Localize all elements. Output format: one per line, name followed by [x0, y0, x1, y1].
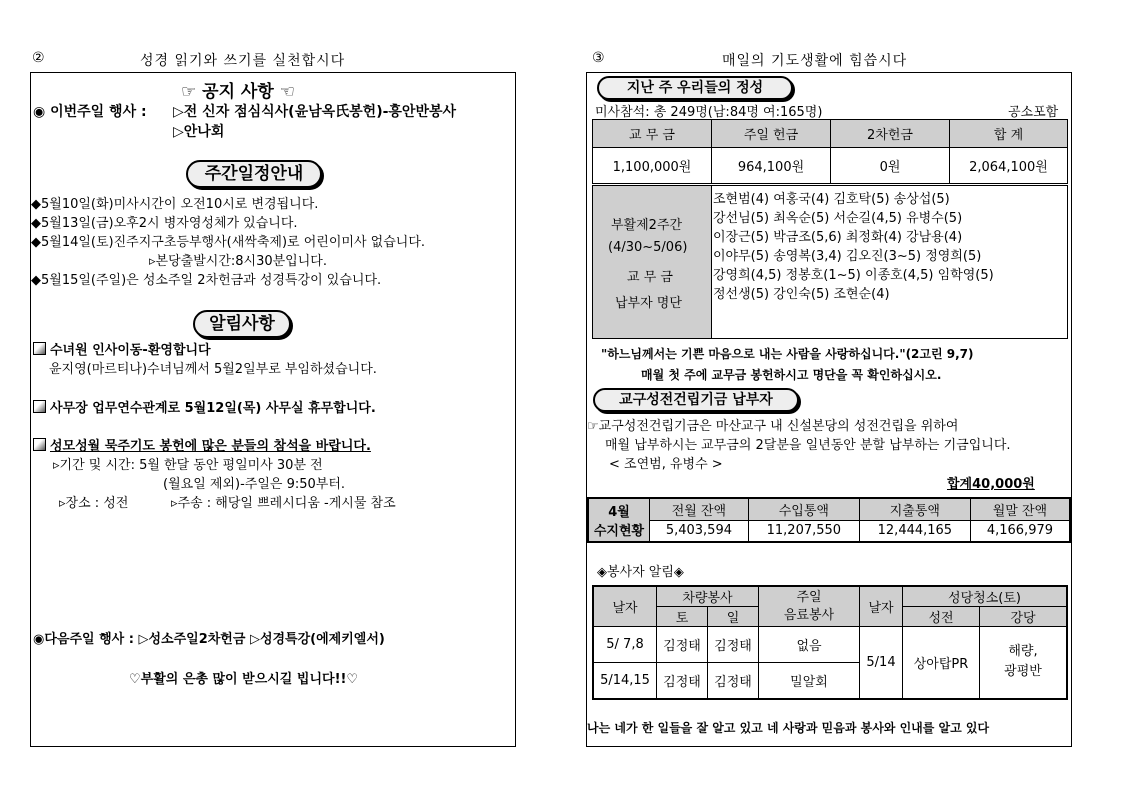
- donor-label-line: 부활제2주간: [611, 218, 683, 233]
- clean-sanctuary: 상아탑PR: [903, 627, 980, 699]
- finance-value: 5,403,594: [650, 520, 749, 542]
- offering-header: 교 무 금: [593, 120, 712, 148]
- vol-date: 5/14,15: [593, 663, 657, 699]
- finance-header: 지출통액: [859, 498, 970, 520]
- donor-label-line: 납부자 명단: [615, 296, 682, 311]
- volunteer-table: [592, 585, 1068, 700]
- clean-date: 5/14: [860, 627, 903, 699]
- offering-header: 2차헌금: [831, 120, 950, 148]
- offering-header: 합 계: [950, 120, 1068, 148]
- donor-line: 강영희(4,5) 정봉호(1~5) 이종호(4,5) 임학영(5): [713, 268, 994, 283]
- schedule-item: ◆5월13일(금)오후2시 병자영성체가 있습니다.: [31, 216, 298, 231]
- offering-value: 0원: [831, 148, 950, 184]
- quote-line: "하느님께서는 기쁜 마음으로 내는 사람을 사랑하십니다."(2고린 9,7): [601, 347, 974, 361]
- finance-table: [587, 497, 1071, 543]
- square-bullet-icon: [33, 342, 46, 355]
- schedule-item: ◆5월15일(주일)은 성소주일 2차헌금과 성경특강이 있습니다.: [31, 273, 382, 288]
- building-fund-names: < 조연범, 유병수 >: [609, 457, 723, 472]
- next-week-events: ◉다음주일 행사 : ▷성소주일2차헌금 ▷성경특강(에제키엘서): [33, 632, 385, 647]
- building-fund-title: 교구성전건립기금 납부자: [593, 388, 799, 412]
- this-week-line2: ▷안나회: [173, 124, 225, 140]
- news3-place: ▹장소 : 성전: [59, 496, 129, 511]
- square-bullet-icon: [33, 400, 46, 413]
- news3-prayer: ▹주송 : 해당일 쁘레시디움 -게시물 참조: [171, 496, 396, 511]
- news-title: 알림사항: [193, 310, 291, 338]
- vol-header-cleaning: 성당청소(토): [903, 586, 1068, 607]
- vol-sat: 김정태: [657, 663, 708, 699]
- page-header-right: 매일의 기도생활에 힘씁시다: [722, 53, 908, 69]
- finance-label-month: 4월: [608, 505, 630, 520]
- schedule-item: ◆5월14일(토)진주지구초등부행사(새싹축제)로 어린이미사 없습니다.: [31, 235, 426, 250]
- clean-hall: 해량, 광평반: [980, 627, 1068, 699]
- this-week-label: ◉ 이번주일 행사 :: [33, 104, 147, 120]
- page-number-left: ②: [32, 50, 45, 66]
- page-header-left: 성경 읽기와 쓰기를 실천합시다: [140, 53, 346, 69]
- finance-header: 전월 잔액: [650, 498, 749, 520]
- finance-label-title: 수지현황: [593, 524, 645, 539]
- vol-header-sun: 일: [708, 607, 759, 627]
- finance-value: 12,444,165: [859, 520, 970, 542]
- donor-label-line: 교 무 금: [627, 270, 673, 285]
- donor-label-line: (4/30~5/06): [608, 240, 688, 255]
- donor-line: 이장근(5) 박금조(5,6) 최정화(4) 강남용(4): [713, 230, 963, 245]
- notice-title: ☞ 공지 사항 ☜: [181, 82, 295, 102]
- vol-drinks: 없음: [759, 627, 860, 663]
- vol-sun: 김정태: [708, 663, 759, 699]
- offering-value: 964,100원: [712, 148, 831, 184]
- right-panel: [586, 72, 1072, 747]
- this-week-line1: ▷전 신자 점심식사(윤남옥氏봉헌)-흥안반봉사: [173, 104, 457, 120]
- vol-sat: 김정태: [657, 627, 708, 663]
- offering-value: 2,064,100원: [950, 148, 1068, 184]
- finance-value: 4,166,979: [970, 520, 1070, 542]
- offering-value: 1,100,000원: [593, 148, 712, 184]
- finance-header: 월말 잔액: [970, 498, 1070, 520]
- offering-table: [592, 119, 1068, 184]
- building-fund-total: 합계40,000원: [947, 477, 1035, 492]
- vol-drinks: 밀알회: [759, 663, 860, 699]
- building-fund-desc1: ☞교구성전건립기금은 마산교구 내 신설본당의 성전건립을 위하여: [587, 419, 959, 434]
- news3-line2: (월요일 제외)-주일은 9:50부터.: [163, 477, 346, 492]
- vol-header-date2: 날자: [860, 586, 903, 627]
- finance-value: 11,207,550: [748, 520, 859, 542]
- vol-header-hall: 강당: [980, 607, 1068, 627]
- finance-header: 수입통액: [748, 498, 859, 520]
- schedule-item: ◆5월10일(화)미사시간이 오전10시로 변경됩니다.: [31, 197, 319, 212]
- vol-header-sanctuary: 성전: [903, 607, 980, 627]
- page-number-right: ③: [592, 50, 605, 66]
- building-fund-desc2: 매월 납부하시는 교무금의 2달분을 일년동안 분할 납부하는 기금입니다.: [605, 438, 1011, 453]
- donor-line: 이야무(5) 송영복(3,4) 김오진(3~5) 정영희(5): [713, 249, 982, 264]
- attendance-note: 공소포함: [1008, 105, 1059, 120]
- square-bullet-icon: [33, 438, 46, 451]
- donor-line: 강선님(5) 최옥순(5) 서순길(4,5) 유병수(5): [713, 211, 963, 226]
- finance-label: [588, 498, 650, 542]
- volunteer-title: ◈봉사자 알림◈: [597, 565, 684, 580]
- donor-line: 조현범(4) 여홍국(4) 김호탁(5) 송상섭(5): [713, 192, 950, 207]
- donor-label: [593, 186, 712, 338]
- offering-header: 주일 헌금: [712, 120, 831, 148]
- attendance: 미사참석: 총 249명(남:84명 여:165명): [595, 105, 823, 120]
- vol-header-sat: 토: [657, 607, 708, 627]
- vol-header-date: 날자: [593, 586, 657, 627]
- vol-sun: 김정태: [708, 627, 759, 663]
- reminder-line: 매월 첫 주에 교무금 봉헌하시고 명단을 꼭 확인하십시오.: [641, 368, 942, 382]
- news2-title: 사무장 업무연수관계로 5월12일(목) 사무실 휴무합니다.: [50, 401, 376, 416]
- vol-date: 5/ 7,8: [593, 627, 657, 663]
- left-panel: [30, 72, 516, 747]
- closing-message: ♡부활의 은총 많이 받으시길 빕니다!!♡: [129, 672, 359, 687]
- news1-title: 수녀원 인사이동-환영합니다: [50, 343, 211, 358]
- donor-box: [592, 185, 1068, 339]
- schedule-title: 주간일정안내: [186, 160, 322, 188]
- schedule-item: ▹본당출발시간:8시30분입니다.: [149, 254, 327, 269]
- news1-body: 윤지영(마르티나)수녀님께서 5월2일부로 부임하셨습니다.: [49, 362, 377, 377]
- news3-title: 성모성월 묵주기도 봉헌에 많은 분들의 참석을 바랍니다.: [50, 439, 371, 454]
- offering-title: 지난 주 우리들의 정성: [597, 76, 793, 100]
- donor-line: 정선생(5) 강인숙(5) 조현순(4): [713, 287, 890, 302]
- news3-line1: ▹기간 및 시간: 5월 한달 동안 평일미사 30분 전: [53, 458, 323, 473]
- footer-verse: 나는 네가 한 일들을 잘 알고 있고 네 사랑과 믿음과 봉사와 인내를 알고 있다: [587, 721, 990, 735]
- vol-header-drinks: 주일 음료봉사: [759, 586, 860, 627]
- vol-header-vehicle: 차량봉사: [657, 586, 759, 607]
